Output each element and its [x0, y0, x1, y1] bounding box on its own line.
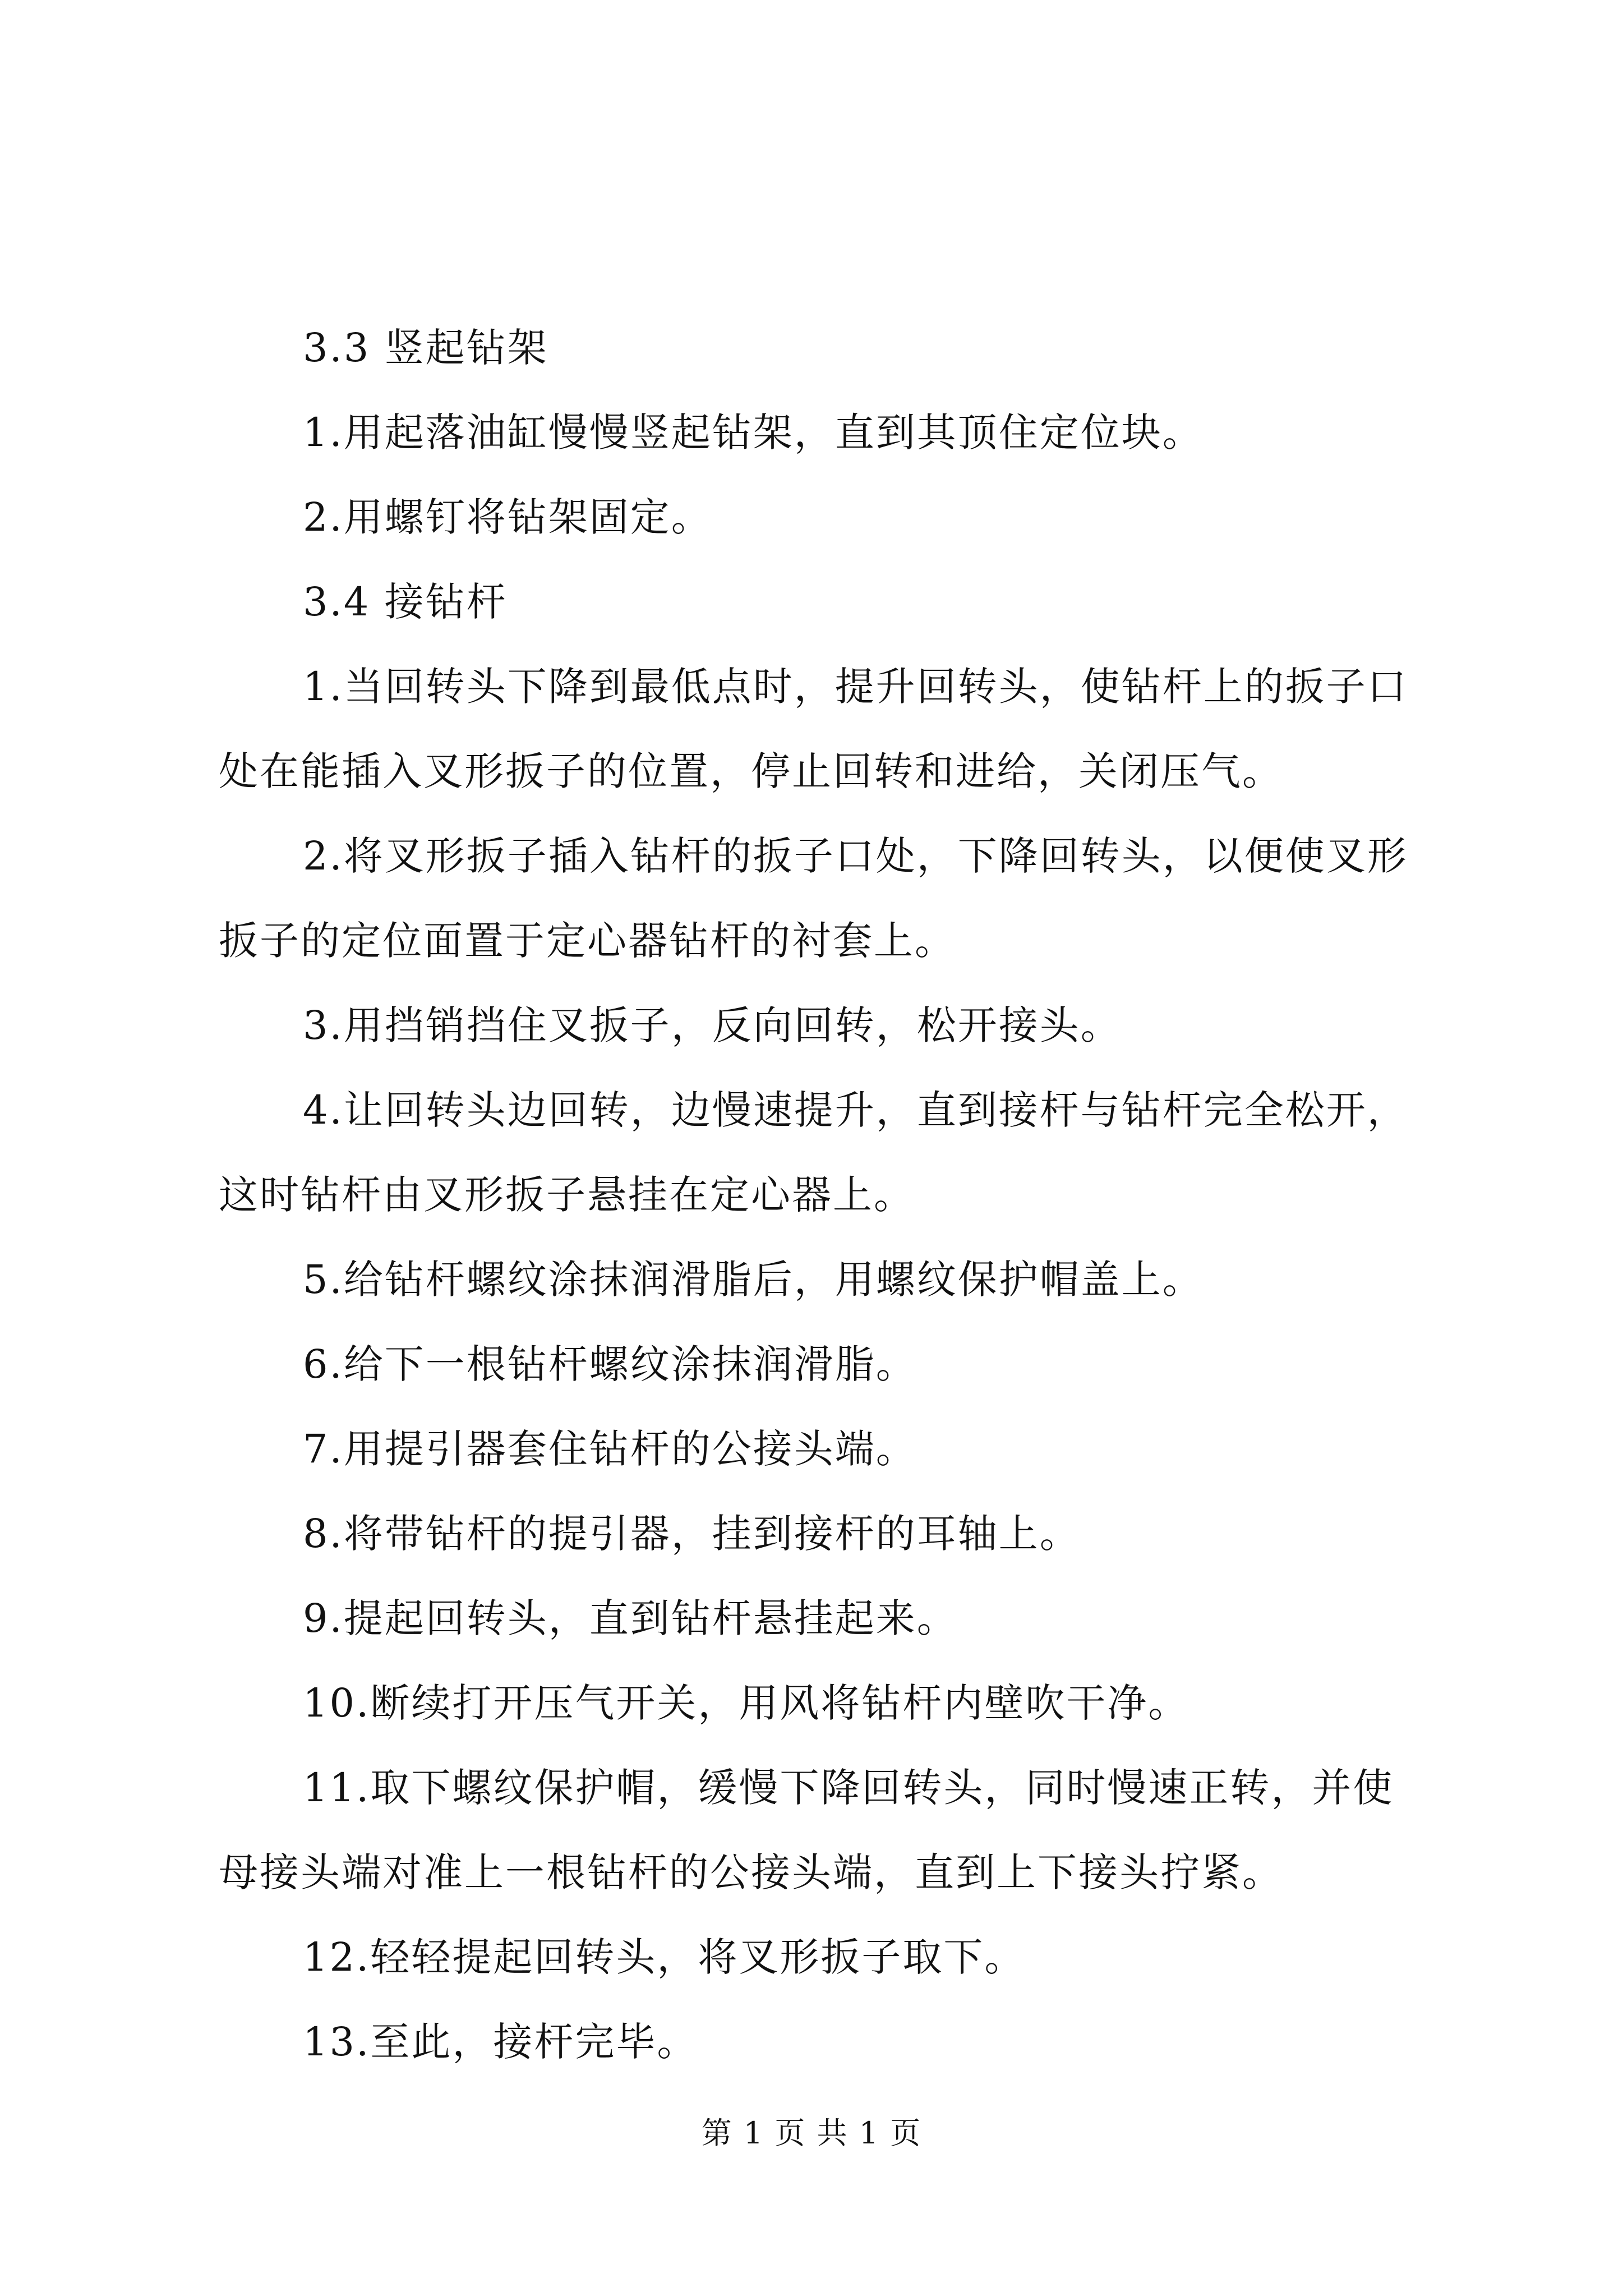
- step-paragraph: 4.让回转头边回转，边慢速提升，直到接杆与钻杆完全松开，这时钻杆由叉形扳子悬挂在定心器上。: [219, 1087, 1408, 1218]
- step-paragraph: 9.提起回转头，直到钻杆悬挂起来。: [303, 1595, 958, 1641]
- section-heading-3-3: 3.3 竖起钻架: [303, 325, 548, 371]
- document-body: [219, 306, 1424, 2085]
- step-paragraph: 8.将带钻杆的提引器，挂到接杆的耳轴上。: [303, 1511, 1081, 1557]
- section-heading-3-4: 3.4 接钻杆: [303, 579, 508, 625]
- step-paragraph: 1.当回转头下降到最低点时，提升回转头，使钻杆上的扳子口处在能插入叉形扳子的位置，停止回转和进给，关闭压气。: [219, 664, 1408, 794]
- step-paragraph: 12.轻轻提起回转头，将叉形扳子取下。: [303, 1934, 1026, 1980]
- step-paragraph: 5.给钻杆螺纹涂抹润滑脂后，用螺纹保护帽盖上。: [303, 1257, 1204, 1303]
- step-paragraph: 7.用提引器套住钻杆的公接头端。: [303, 1426, 917, 1472]
- step-paragraph: 2.将叉形扳子插入钻杆的扳子口处，下降回转头，以便使叉形扳子的定位面置于定心器钻杆的衬套上。: [219, 833, 1408, 964]
- step-paragraph: 3.用挡销挡住叉扳子，反向回转，松开接头。: [303, 1002, 1122, 1048]
- step-paragraph: 6.给下一根钻杆螺纹涂抹润滑脂。: [303, 1341, 917, 1387]
- step-paragraph: 13.至此，接杆完毕。: [303, 2019, 698, 2065]
- step-paragraph: 10.断续打开压气开关，用风将钻杆内壁吹干净。: [303, 1680, 1189, 1726]
- step-paragraph: 1.用起落油缸慢慢竖起钻架，直到其顶住定位块。: [303, 409, 1204, 455]
- step-paragraph: 2.用螺钉将钻架固定。: [303, 494, 712, 540]
- page-footer: 第 1 页 共 1 页: [701, 2115, 922, 2151]
- step-paragraph: 11.取下螺纹保护帽，缓慢下降回转头，同时慢速正转，并使母接头端对准上一根钻杆的公接头端，直到上下接头拧紧。: [219, 1765, 1394, 1895]
